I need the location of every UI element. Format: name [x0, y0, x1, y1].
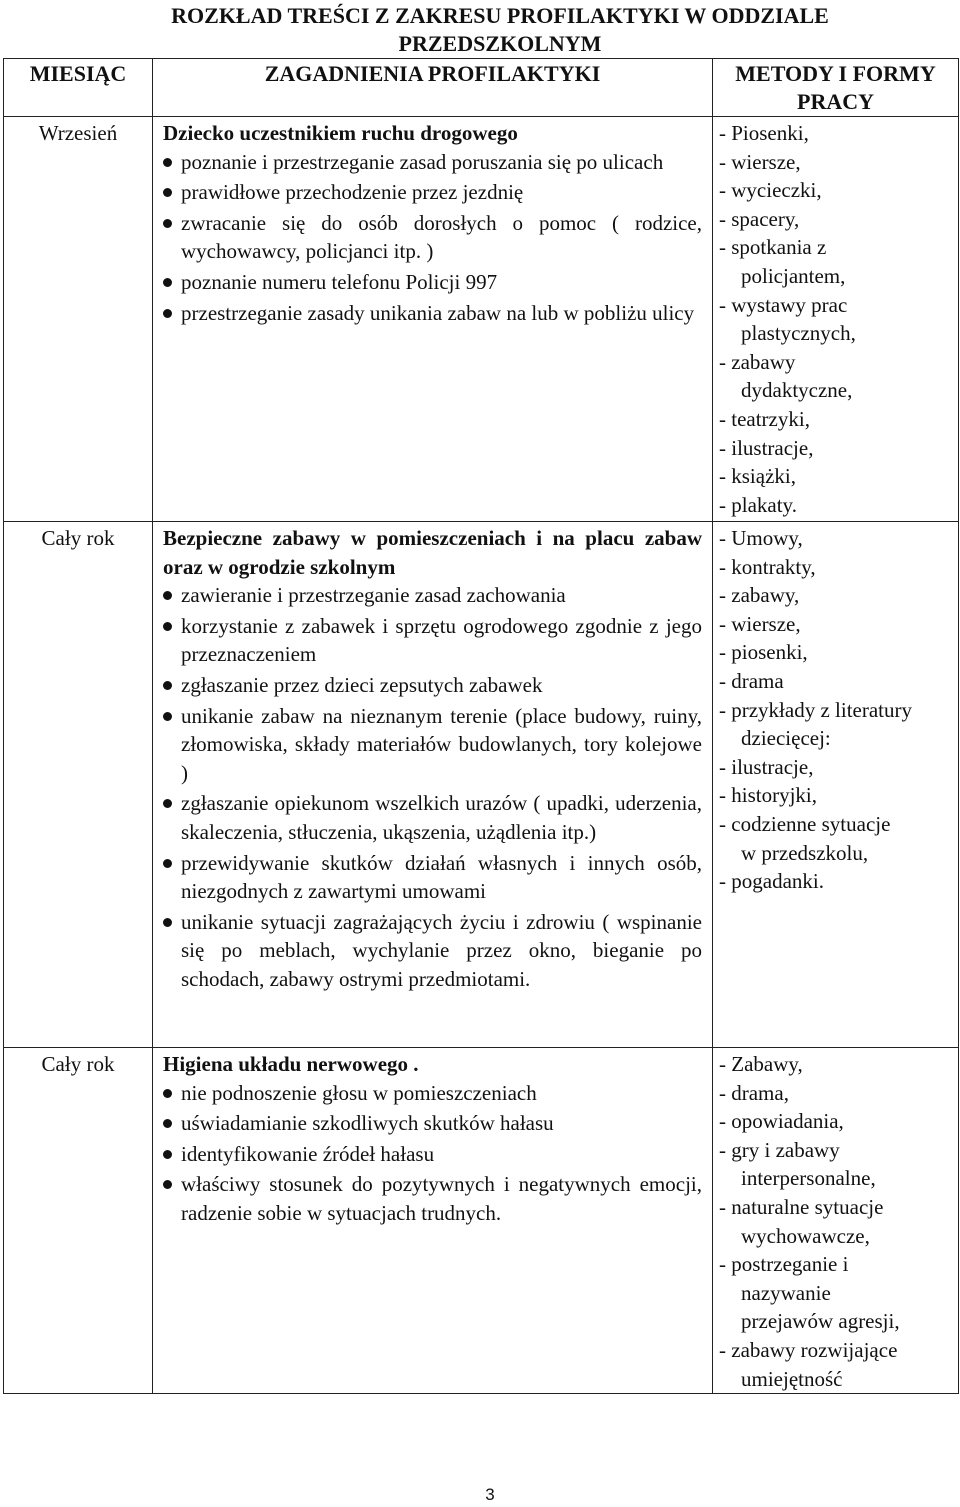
table-row — [4, 522, 959, 1048]
methods-cell — [713, 117, 959, 522]
topic-cell — [153, 1048, 713, 1394]
method-item: - teatrzyki, — [719, 406, 810, 431]
method-item: - zabawy rozwijające — [719, 1337, 898, 1362]
method-item: - wiersze, — [719, 149, 801, 174]
list-item: nie podnoszenie głosu w pomieszczeniach — [163, 1079, 702, 1108]
list-item: poznanie numeru telefonu Policji 997 — [163, 268, 702, 297]
method-item: - historyjki, — [719, 783, 817, 808]
methods-cell — [713, 522, 959, 1048]
method-item: - spotkania z — [719, 235, 827, 260]
header-month: MIESIĄC — [4, 59, 153, 117]
month-cell: Cały rok — [4, 522, 153, 1048]
method-item: - wiersze, — [719, 611, 801, 636]
list-item: uświadamianie szkodliwych skutków hałasu — [163, 1109, 702, 1138]
page-title: ROZKŁAD TREŚCI Z ZAKRESU PROFILAKTYKI W ODDZIALE PRZEDSZKOLNYM — [171, 3, 829, 56]
list-item: przewidywanie skutków działań własnych i innych osób, niezgodnych z zawartymi umowami — [163, 849, 702, 906]
method-item: - drama — [719, 668, 784, 693]
method-item: nazywanie — [741, 1280, 831, 1305]
page-number: 3 — [485, 1485, 495, 1504]
list-item: unikanie sytuacji zagrażających życiu i zdrowiu ( wspinanie się po meblach, wychylanie przez okno, bieganie po schodach, zabawy ostrymi przedmiotami. — [163, 908, 702, 994]
topic-list — [163, 148, 702, 328]
method-item: - zabawy — [719, 349, 796, 374]
method-item: - plakaty. — [719, 492, 797, 517]
list-item: zawieranie i przestrzeganie zasad zachowania — [163, 581, 702, 610]
method-item: - naturalne sytuacje — [719, 1194, 884, 1219]
method-item: dziecięcej: — [741, 726, 831, 751]
method-item: - Umowy, — [719, 526, 803, 550]
method-item: w przedszkolu, — [741, 840, 869, 865]
topic-list — [163, 1079, 702, 1228]
list-item: zgłaszanie przez dzieci zepsutych zabawek — [163, 671, 702, 700]
method-item: - Zabawy, — [719, 1052, 803, 1076]
header-topics: ZAGADNIENIA PROFILAKTYKI — [153, 59, 713, 117]
month-cell: Wrzesień — [4, 117, 153, 522]
method-item: - postrzeganie i — [719, 1252, 849, 1277]
method-item: - drama, — [719, 1080, 789, 1105]
method-item: przejawów agresji, — [741, 1309, 900, 1334]
list-item: właściwy stosunek do pozytywnych i negatywnych emocji, radzenie sobie w sytuacjach trudnych. — [163, 1170, 702, 1227]
prevention-plan-table — [3, 58, 959, 1394]
list-item: prawidłowe przechodzenie przez jezdnię — [163, 178, 702, 207]
method-item: - wystawy prac — [719, 292, 848, 317]
list-item: korzystanie z zabawek i sprzętu ogrodowego zgodnie z jego przeznaczeniem — [163, 612, 702, 669]
method-item: umiejętność — [741, 1366, 843, 1391]
method-item: - pogadanki. — [719, 869, 824, 894]
method-item: - kontrakty, — [719, 554, 816, 579]
method-item: - ilustracje, — [719, 435, 814, 460]
list-item: zgłaszanie opiekunom wszelkich urazów ( upadki, uderzenia, skaleczenia, stłuczenia, ukąszenia, użądlenia itp.) — [163, 789, 702, 846]
method-item: - książki, — [719, 464, 796, 489]
method-item: dydaktyczne, — [741, 378, 853, 403]
method-item: - piosenki, — [719, 640, 808, 665]
method-item: - wycieczki, — [719, 178, 822, 203]
header-methods: METODY I FORMY PRACY — [713, 59, 959, 117]
list-item: unikanie zabaw na nieznanym terenie (place budowy, ruiny, złomowiska, składy materiałów budowlanych, tory kolejowe ) — [163, 702, 702, 788]
method-item: - Piosenki, — [719, 121, 809, 145]
topic-title: Bezpieczne zabawy w pomieszczeniach i na placu zabaw oraz w ogrodzie szkolnym — [163, 526, 702, 579]
method-item: - ilustracje, — [719, 754, 814, 779]
topic-list — [163, 581, 702, 993]
method-item: interpersonalne, — [741, 1166, 876, 1191]
method-item: plastycznych, — [741, 321, 856, 346]
list-item: przestrzeganie zasady unikania zabaw na lub w pobliżu ulicy — [163, 299, 702, 328]
method-item: - zabawy, — [719, 583, 800, 608]
list-item: poznanie i przestrzeganie zasad poruszania się po ulicach — [163, 148, 702, 177]
method-item: - gry i zabawy — [719, 1137, 840, 1162]
topic-cell — [153, 522, 713, 1048]
list-item: zwracanie się do osób dorosłych o pomoc ( rodzice, wychowawcy, policjanci itp. ) — [163, 209, 702, 266]
method-item: wychowawcze, — [741, 1223, 870, 1248]
method-item: - przykłady z literatury — [719, 697, 912, 722]
method-item: - opowiadania, — [719, 1109, 844, 1134]
list-item: identyfikowanie źródeł hałasu — [163, 1140, 702, 1169]
method-item: - codzienne sytuacje — [719, 811, 891, 836]
topic-title: Higiena układu nerwowego . — [163, 1052, 419, 1076]
method-item: - spacery, — [719, 206, 800, 231]
method-item: policjantem, — [741, 263, 846, 288]
topic-title: Dziecko uczestnikiem ruchu drogowego — [163, 121, 518, 145]
methods-cell — [713, 1048, 959, 1394]
table-header-row — [4, 59, 959, 117]
table-row — [4, 1048, 959, 1394]
month-cell: Cały rok — [4, 1048, 153, 1394]
topic-cell — [153, 117, 713, 522]
table-row — [4, 117, 959, 522]
